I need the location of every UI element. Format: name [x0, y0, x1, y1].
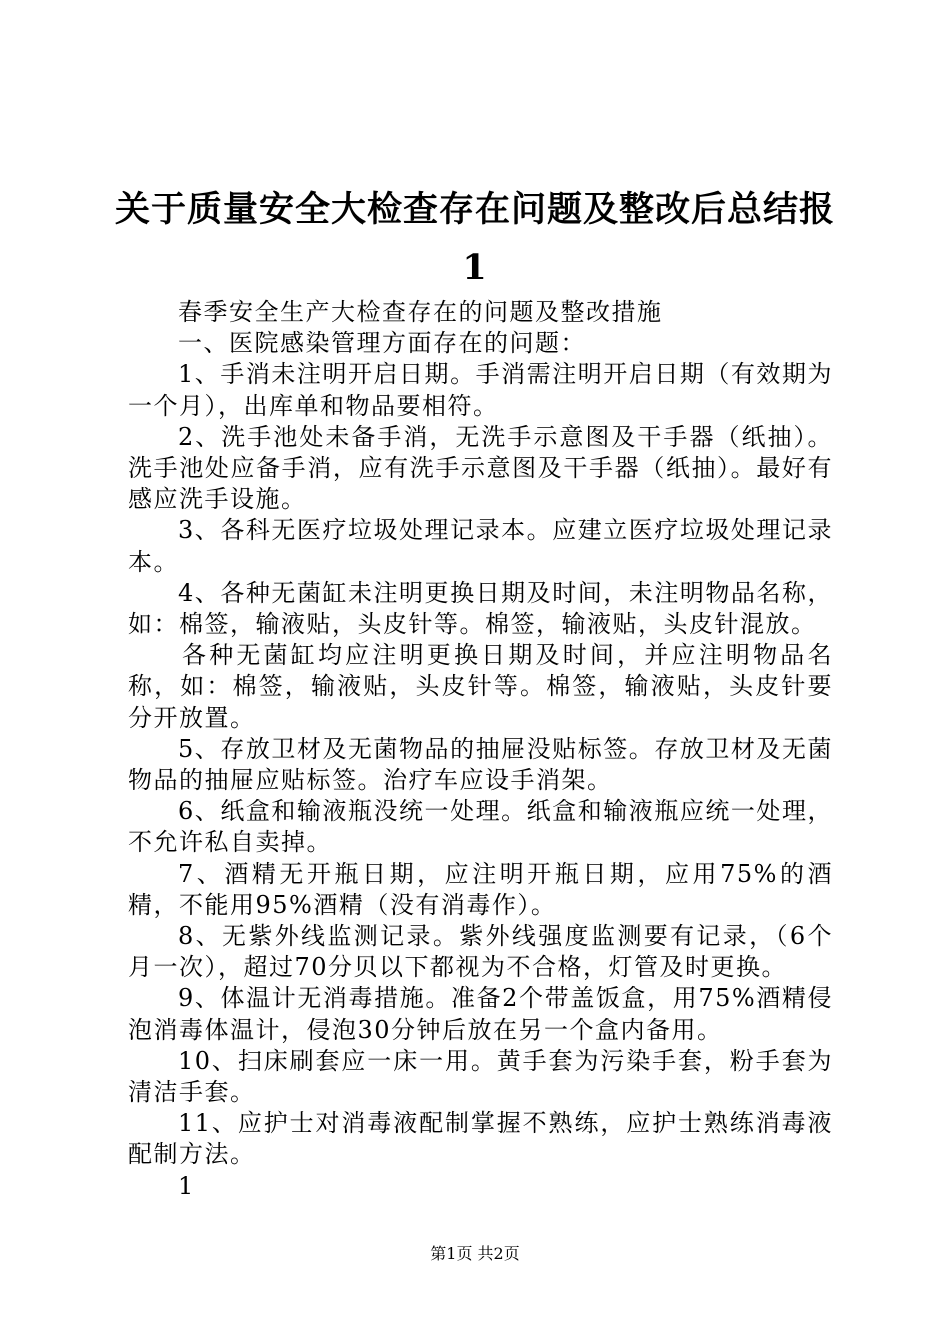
- paragraph-item-10: 10、扫床刷套应一床一用。黄手套为污染手套，粉手套为清洁手套。: [128, 1046, 833, 1107]
- paragraph-item-2: 2、洗手池处未备手消，无洗手示意图及干手器（纸抽）。洗手池处应备手消，应有洗手示意图及干手器（纸抽）。最好有感应洗手设施。: [128, 422, 833, 514]
- paragraph-subtitle: 春季安全生产大检查存在的问题及整改措施: [178, 298, 663, 326]
- paragraph-item-6: 6、纸盒和输液瓶没统一处理。纸盒和输液瓶应统一处理，不允许私自卖掉。: [128, 797, 833, 857]
- paragraph-item-1: 1、手消未注明开启日期。手消需注明开启日期（有效期为一个月），出库单和物品要相符。: [128, 360, 833, 420]
- paragraph-item-8: 8、无紫外线监测记录。紫外线强度监测要有记录，（6个月一次），超过70分贝以下都视为不合格，灯管及时更换。: [128, 922, 833, 982]
- document-title: 关于质量安全大检查存在问题及整改后总结报: [114, 189, 835, 230]
- paragraph-item-3: 3、各科无医疗垃圾处理记录本。应建立医疗垃圾处理记录本。: [128, 516, 833, 576]
- paragraph-section-heading: 一、医院感染管理方面存在的问题：: [178, 329, 586, 358]
- paragraph-item-5: 5、存放卫材及无菌物品的抽屉没贴标签。存放卫材及无菌物品的抽屉应贴标签。治疗车应设手消架。: [128, 734, 833, 795]
- paragraph-item-4: 4、各种无菌缸未注明更换日期及时间，未注明物品名称，如：棉签，输液贴，头皮针等。棉签，输液贴，头皮针混放。: [128, 578, 833, 639]
- paragraph-item-4-remedy: 各种无菌缸均应注明更换日期及时间，并应注明物品名称，如：棉签，输液贴，头皮针等。棉签，输液贴，头皮针要分开放置。: [128, 641, 833, 732]
- page-footer: 第1页 共2页: [430, 1244, 520, 1263]
- paragraph-item-7: 7、酒精无开瓶日期，应注明开瓶日期，应用75%的酒精，不能用95%酒精（没有消毒作）。: [128, 859, 833, 919]
- document-body: [128, 297, 833, 1202]
- paragraph-item-11: 11、应护士对消毒液配制掌握不熟练，应护士熟练消毒液配制方法。: [128, 1109, 833, 1169]
- paragraph-item-9: 9、体温计无消毒措施。准备2个带盖饭盒，用75%酒精侵泡消毒体温计，侵泡30分钟后放在另一个盒内备用。: [128, 984, 833, 1044]
- paragraph-page-number: 1: [178, 1171, 195, 1200]
- document-title-continuation: 1: [462, 247, 488, 288]
